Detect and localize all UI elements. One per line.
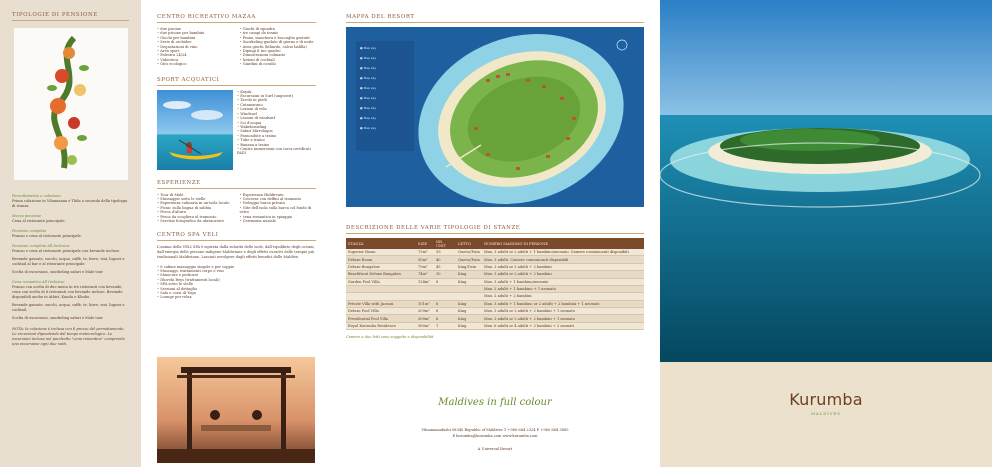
list-item: • Pesca d'altura bbox=[157, 210, 234, 214]
table-cell: Max. 3 adulti or 2 adulti + 2 bambini bbox=[482, 271, 644, 278]
list-item: • Gite dell'isola sulla barca col fondo di vetro bbox=[240, 206, 317, 215]
island-aerial-photo bbox=[660, 0, 992, 362]
table-row bbox=[346, 322, 644, 329]
table-cell: Beachfront Deluxe Bungalow bbox=[346, 271, 416, 278]
address-line-3: A Universal Resort bbox=[477, 447, 513, 451]
tagline: Maldives in full colour bbox=[438, 397, 552, 408]
list-item: • Lounge per relax bbox=[157, 295, 316, 299]
list-item: • Tube a traino bbox=[237, 138, 316, 142]
table-cell: 101m² bbox=[416, 300, 434, 307]
table-cell: Max. 6 adulti or 4 adulti + 2 bambini + 2 neonati bbox=[482, 322, 644, 329]
list-item: • Kayak bbox=[237, 90, 316, 94]
list-item: • Dimostrazioni culinarie bbox=[240, 53, 317, 57]
table-cell: 124m² bbox=[416, 278, 434, 285]
table-cell bbox=[346, 293, 416, 300]
table-cell: King bbox=[456, 278, 482, 285]
resort-map bbox=[346, 27, 644, 207]
list-item: • Centro immersioni con corsi certificati PADI bbox=[237, 147, 316, 156]
recreation-list-right bbox=[240, 27, 317, 67]
rooms-table-body bbox=[346, 249, 644, 330]
table-row bbox=[346, 271, 644, 278]
spa-photo bbox=[157, 357, 315, 463]
col-units: NR. UNIT bbox=[434, 238, 456, 249]
list-item: • Giochi per bambini bbox=[157, 36, 234, 40]
table-cell: Max. 2 adulti + 1 bambino + 1 neonato bbox=[482, 285, 644, 292]
table-cell: 6 bbox=[434, 300, 456, 307]
table-cell: 50m² bbox=[416, 256, 434, 263]
list-item: • due piscine per bambini bbox=[157, 31, 234, 35]
list-item: • SPA sotto le stelle bbox=[157, 282, 316, 286]
table-cell: Deluxe Room bbox=[346, 256, 416, 263]
list-item: • Degustazioni di vino bbox=[157, 45, 234, 49]
table-cell: Max. 3 adulti or 2 adulti + 2 bambini bbox=[482, 263, 644, 270]
list-item: • Tavola in piedi bbox=[237, 98, 316, 102]
table-cell: Queen/Twin bbox=[456, 256, 482, 263]
list-item: • Giochi di squadra bbox=[240, 27, 317, 31]
svg-text:● Map key: ● Map key bbox=[360, 86, 377, 90]
svg-text:● Map key: ● Map key bbox=[360, 126, 377, 130]
list-item: • Serie di orchidee bbox=[157, 40, 234, 44]
pension-types-title: TIPOLOGIE DI PENSIONE bbox=[12, 12, 129, 21]
list-item: • Safari Mirrolagoa bbox=[237, 129, 316, 133]
list-item: • Palestra 24/24 bbox=[157, 53, 234, 57]
list-item: • 8 cabine massaggio singole e per coppie bbox=[157, 265, 316, 269]
table-cell: Queen/Twin bbox=[456, 249, 482, 256]
rooms-note: Camere a due letti sono soggette a disponibilità bbox=[346, 335, 434, 340]
table-row bbox=[346, 315, 644, 322]
panel-activities bbox=[141, 0, 330, 467]
list-item: • Crociera con delfini al tramonto bbox=[240, 197, 317, 201]
panel-pension-types bbox=[0, 0, 141, 467]
table-row bbox=[346, 249, 644, 256]
list-item: • Esperienza Hiddirvaiu bbox=[240, 193, 317, 197]
list-item: • Paracadute a traino bbox=[237, 134, 316, 138]
table-cell: Deluxe Pool Villa bbox=[346, 308, 416, 315]
table-cell bbox=[456, 285, 482, 292]
recreation-list bbox=[157, 27, 316, 67]
pension-b2-text: Cena al ristorante principale. bbox=[12, 219, 66, 223]
list-item: • Videoteca bbox=[157, 58, 234, 62]
table-cell: 300m² bbox=[416, 315, 434, 322]
list-item: • Catamarano bbox=[237, 103, 316, 107]
table-cell: King bbox=[456, 271, 482, 278]
table-cell: 39 bbox=[434, 249, 456, 256]
table-cell bbox=[416, 285, 434, 292]
table-cell: Max. 3 adulti or 2 adulti + 1 bambino/neonato. Camere comunicanti disponibili bbox=[482, 249, 644, 256]
list-item: • Pinne, maschera e boccaglio gratuiti bbox=[240, 36, 317, 40]
table-cell: King bbox=[456, 300, 482, 307]
table-cell: 10 bbox=[434, 271, 456, 278]
svg-text:● Map key: ● Map key bbox=[360, 116, 377, 120]
list-item: • Giardini di corallo bbox=[240, 62, 317, 66]
logo-subtitle: MALDIVES bbox=[811, 411, 841, 416]
table-row bbox=[346, 293, 644, 300]
table-cell: King/Twin bbox=[456, 263, 482, 270]
rooms-table-header bbox=[346, 238, 644, 249]
table-cell bbox=[416, 293, 434, 300]
list-item: • Dipingi il tuo quadro bbox=[240, 49, 317, 53]
svg-text:● Map key: ● Map key bbox=[360, 66, 377, 70]
list-item: • Area giochi (biliardo, calcio balilla) bbox=[240, 45, 317, 49]
list-item: • Pesca da scogliera al tramonto bbox=[157, 215, 234, 219]
table-cell: King bbox=[456, 315, 482, 322]
address-line-1: Vihamanaafushi 08340 Republic of Maldives T +960 664 2324 F +960 664 3885 bbox=[421, 428, 569, 432]
water-sports-list bbox=[237, 90, 316, 170]
list-item: • Noleggio barca privata bbox=[240, 201, 317, 205]
pension-b5-text: Pranzo con scelta di due menu in tre ristoranti con bevande, cena con scelta di 6 ristoranti con bevande incluse. Bevande disponibili anche in Athiri, Kandu e Khubo. bbox=[12, 285, 123, 299]
svg-text:● Map key: ● Map key bbox=[360, 56, 377, 60]
col-size: SIZE bbox=[416, 238, 434, 249]
list-item: • Sci d'acqua bbox=[237, 121, 316, 125]
table-cell: Max. 3 adulti + 1 bambino/neonato bbox=[482, 278, 644, 285]
svg-text:● Map key: ● Map key bbox=[360, 106, 377, 110]
table-row bbox=[346, 300, 644, 307]
spa-title: CENTRO SPA VELI bbox=[157, 232, 316, 241]
col-max-people: NUMERO MASSIMO DI PERSONE bbox=[482, 238, 644, 249]
table-cell bbox=[346, 285, 416, 292]
list-item: • Escursioni in Surf (ungoseri) bbox=[237, 94, 316, 98]
rooms-title: DESCRIZIONE DELLE VARIE TIPOLOGIE DI STANZE bbox=[346, 225, 644, 234]
table-cell: 8 bbox=[434, 278, 456, 285]
list-item: • Wakeboarding bbox=[237, 125, 316, 129]
list-item: • Tour di Malé bbox=[157, 193, 234, 197]
table-cell: Royal Kurumba Residence bbox=[346, 322, 416, 329]
list-item: • cena romantica in spiaggia bbox=[240, 215, 317, 219]
list-item: • Picnic sulla lingua di sabbia bbox=[157, 206, 234, 210]
table-row bbox=[346, 285, 644, 292]
list-item: • Cerimonia nuziale bbox=[240, 219, 317, 223]
list-item: • Area sport bbox=[157, 49, 234, 53]
list-item: • Massaggio sotto le stelle bbox=[157, 197, 234, 201]
list-item: • Servizio fotografico da ubriacature bbox=[157, 219, 234, 223]
table-row bbox=[346, 263, 644, 270]
map-title: MAPPA DEL RESORT bbox=[346, 14, 644, 23]
list-item: • Snorkeling guidato di giorno e di notte bbox=[240, 40, 317, 44]
table-cell: Max. 3 adulti + 1 bambino or 2 adulti + 2 bambini + 1 neonato bbox=[482, 300, 644, 307]
table-cell bbox=[434, 285, 456, 292]
table-cell: 79m² bbox=[416, 263, 434, 270]
list-item: • Esperienza culinaria in un'isola locale bbox=[157, 201, 234, 205]
col-room: STANZA bbox=[346, 238, 416, 249]
pension-b5-head: Cena romantica All Inclusive bbox=[12, 280, 65, 284]
list-item: • due piscine bbox=[157, 27, 234, 31]
panel-map-rooms bbox=[330, 0, 660, 467]
rooms-table bbox=[346, 238, 644, 330]
table-cell: 40 bbox=[434, 256, 456, 263]
kurumba-logo bbox=[660, 390, 992, 416]
list-item: • Dhivehi Beys (trattamenti locali) bbox=[157, 278, 316, 282]
table-cell: Max. 3 adulti. Camere comunicanti disponibili bbox=[482, 256, 644, 263]
recreation-list-left bbox=[157, 27, 234, 67]
pension-b4-head: Pensione completa All Inclusive bbox=[12, 244, 70, 248]
table-row bbox=[346, 308, 644, 315]
experiences-list-left bbox=[157, 193, 234, 224]
table-cell: Private Villa with Jacuzzi bbox=[346, 300, 416, 307]
experiences-list-right bbox=[240, 193, 317, 224]
table-cell bbox=[434, 293, 456, 300]
list-item: • Banana a traino bbox=[237, 143, 316, 147]
kayak-photo bbox=[157, 90, 233, 170]
water-sports-section bbox=[157, 90, 316, 170]
recreation-title: CENTRO RICREATIVO MAZAA bbox=[157, 14, 316, 23]
experiences-list bbox=[157, 193, 316, 224]
pension-b3-text: Pranzo e cena al ristorante principale. bbox=[12, 234, 82, 238]
table-cell: King bbox=[456, 308, 482, 315]
table-row bbox=[346, 278, 644, 285]
list-item: • Giro ecologico bbox=[157, 62, 234, 66]
experiences-title: ESPERIENZE bbox=[157, 180, 316, 189]
list-item: • tre campi da tennis bbox=[240, 31, 317, 35]
table-cell: Superior Room bbox=[346, 249, 416, 256]
spa-text: L'anima della VELI SPA è ispirata dalla solarità delle isole, dall'equilibrio degli oceani, dall'energia delle persone indigene Maldiviane e degli effetti curativi delle terapie più tradizionali Maldiviane. Lasciati avvolgere dagli effetti benefici delle Maldive. bbox=[157, 244, 315, 259]
table-cell bbox=[456, 293, 482, 300]
col-bed: LETTO bbox=[456, 238, 482, 249]
water-sports-title: SPORT ACQUATICI bbox=[157, 77, 316, 86]
pension-b1-head: Pernottamento e colazione bbox=[12, 194, 61, 198]
pension-b5-text3: Scelta di escursioni, snorkeling safari e Male tour bbox=[12, 316, 104, 320]
panel-cover bbox=[660, 0, 992, 467]
pension-b3-head: Pensione completa bbox=[12, 229, 47, 233]
pension-b4-text2: Bevande gassate, succhi, acqua, caffè, te, birre, vini, liquori e cocktail al bar e al ristorante principale. bbox=[12, 257, 125, 266]
table-cell: 1 bbox=[434, 322, 456, 329]
list-item: • Massaggi, trattamenti corpo e viso bbox=[157, 269, 316, 273]
address-line-2: E kurumba@kurumba.com www.kurumba.com bbox=[452, 434, 538, 438]
list-item: • Lezioni di windsurf bbox=[237, 116, 316, 120]
list-item: • Sala e corsi di Yoga bbox=[157, 291, 316, 295]
list-item: • lezioni di cocktail bbox=[240, 58, 317, 62]
list-item: • Lezioni di vela bbox=[237, 107, 316, 111]
table-cell: Max. 2 adulti + 2 bambini bbox=[482, 293, 644, 300]
pension-b1-text: Prima colazione in Vihamanaa e Thila a seconda della tipologia di stanza. bbox=[12, 199, 128, 208]
table-cell: 73m² bbox=[416, 249, 434, 256]
pension-b5-text2: Bevande gassate, succhi, acqua, caffè, te, birre, vini, liquori e cocktail. bbox=[12, 303, 125, 312]
table-cell: 560m² bbox=[416, 322, 434, 329]
svg-text:● Map key: ● Map key bbox=[360, 76, 377, 80]
table-row bbox=[346, 256, 644, 263]
table-cell: 6 bbox=[434, 315, 456, 322]
table-cell: Presidential Pool Villa bbox=[346, 315, 416, 322]
table-cell: King bbox=[456, 322, 482, 329]
svg-text:● Map key: ● Map key bbox=[360, 96, 377, 100]
spa-list bbox=[157, 265, 316, 300]
list-item: • Sessioni al dettaglio bbox=[157, 287, 316, 291]
pension-b4-text: Pranzo e cena al ristorante principale con bevande incluse. bbox=[12, 249, 121, 253]
food-photo bbox=[14, 28, 128, 180]
svg-text:● Map key: ● Map key bbox=[360, 46, 377, 50]
logo-name: Kurumba bbox=[789, 390, 863, 409]
table-cell: 74m² bbox=[416, 271, 434, 278]
pension-b4-text3: Scelta di escursioni, snorkeling safari e Male tour bbox=[12, 270, 104, 274]
table-cell: 6 bbox=[434, 308, 456, 315]
pension-note: NOTA: la colazione è inclusa con il prezzo del pernottamento. Le escursioni dipendendo dal tempo meteorologico. Le escursioni incluse nel pacchetto "cena romantica" comprende una escursione ogni due notti. bbox=[12, 327, 125, 346]
pension-b2-head: Mezza pensione bbox=[12, 214, 42, 218]
table-cell: 45 bbox=[434, 263, 456, 270]
list-item: • Windsurf bbox=[237, 112, 316, 116]
table-cell: Deluxe Bungalow bbox=[346, 263, 416, 270]
list-item: • Manicure e pedicure bbox=[157, 273, 316, 277]
table-cell: 209m² bbox=[416, 308, 434, 315]
table-cell: Max. 3 adulti or 2 adulti + 2 bambini + 1 neonato bbox=[482, 308, 644, 315]
table-cell: Garden Pool Villa bbox=[346, 278, 416, 285]
table-cell: Max. 3 adulti or 2 adulti + 2 bambini + 1 neonato bbox=[482, 315, 644, 322]
